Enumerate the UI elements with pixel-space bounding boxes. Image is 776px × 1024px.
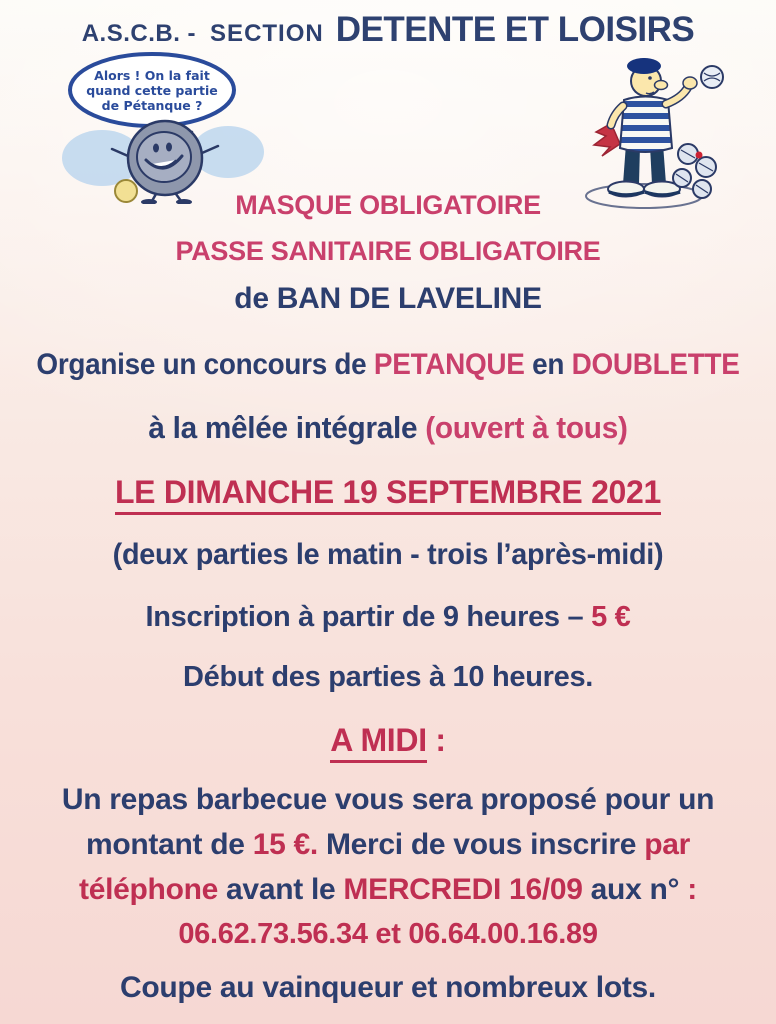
numbers-text: aux n° [582,873,688,906]
club-acronym: A.S.C.B. - [81,20,197,47]
thrown-boule-icon [701,66,723,88]
phone-numbers-line: 06.62.73.56.34 et 06.64.00.16.89 [178,918,598,950]
start-time-line: Début des parties à 10 heures. [182,661,594,693]
meal-register-text: Merci de vous inscrire [317,828,645,861]
organise-connector: en [524,348,572,381]
bubble-line-2: quand cette partie [86,83,218,98]
masque-notice: MASQUE OBLIGATOIRE [235,190,541,220]
inscription-price: 5 € [591,601,631,633]
red-cloth-icon [594,124,620,156]
concours-line [27,348,749,382]
telephone-word: téléphone [79,873,219,906]
organise-text: Organise un concours de [36,348,374,381]
meal-par-word: par [644,828,690,861]
midi-word: A MIDI [330,724,427,763]
format-name: DOUBLETTE [571,348,740,381]
meal-amount-text: montant de [85,828,253,861]
inscription-text: Inscription à partir de 9 heures – [145,601,592,633]
before-text: avant le [218,873,344,906]
melee-text: à la mêlée intégrale [148,410,426,445]
club-location-line: de BAN DE LAVELINE [234,282,542,315]
deadline-date: MERCREDI 16/09 [343,873,583,906]
passe-notice: PASSE SANITAIRE OBLIGATOIRE [175,236,601,266]
page-title [0,10,776,50]
event-date-line [0,474,776,515]
midi-heading [0,722,776,763]
bubble-line-1: Alors ! On la fait [94,68,210,83]
player-head [627,58,668,96]
open-to-all-note: (ouvert à tous) [425,410,628,445]
sport-name: PETANQUE [373,348,525,381]
inscription-line [0,601,776,634]
midi-colon: : [426,722,446,758]
section-name: DETENTE ET LOISIRS [335,10,695,49]
bubble-line-3: de Pétanque ? [101,98,203,113]
meal-line-2 [0,828,776,862]
meal-price: 15 €. [252,828,318,861]
meal-line-3 [0,873,776,907]
melee-line [16,410,761,446]
event-date: LE DIMANCHE 19 SEPTEMBRE 2021 [115,476,661,515]
colon-mark: : [687,873,697,906]
boule-cartoon-illustration [56,52,284,204]
prizes-line: Coupe au vainqueur et nombreux lots. [120,971,656,1004]
jack-ball-icon [696,152,703,159]
schedule-note-line: (deux parties le matin - trois l’après-midi) [112,538,664,571]
meal-line-1: Un repas barbecue vous sera proposé pour un [61,783,715,816]
section-word: SECTION [210,20,324,47]
